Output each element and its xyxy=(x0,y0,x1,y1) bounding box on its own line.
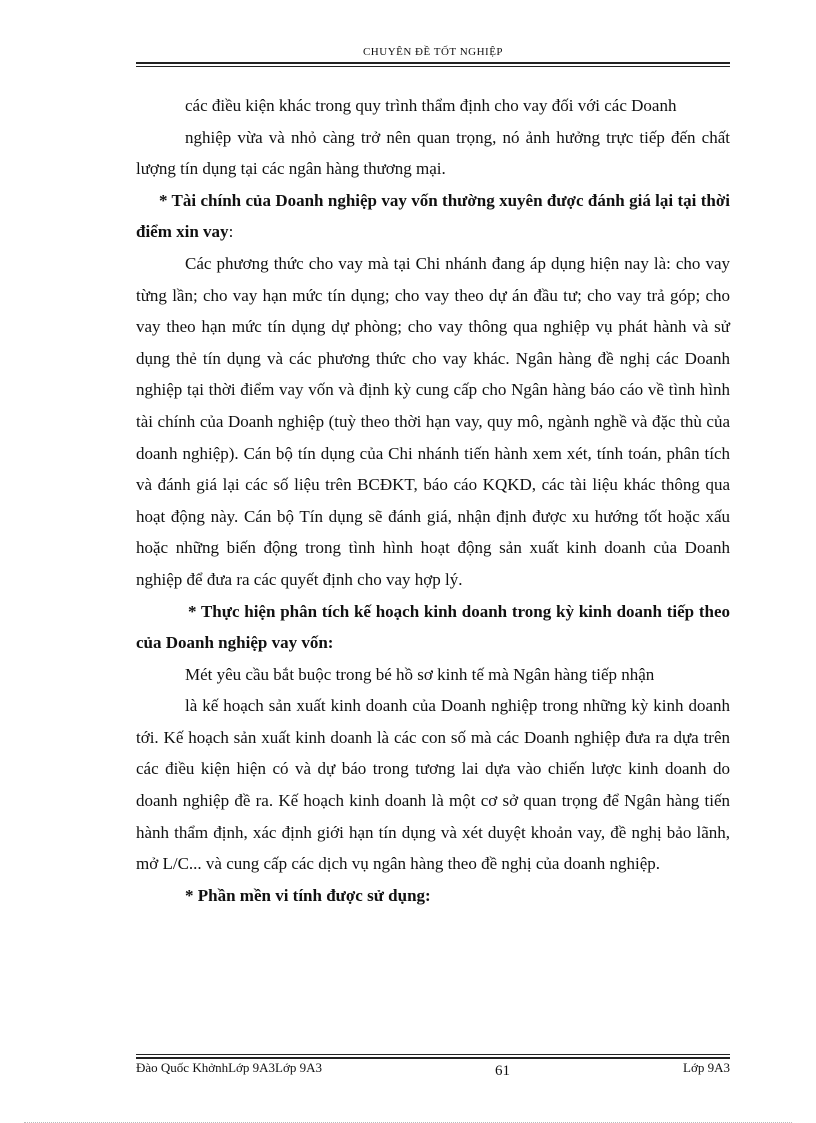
page-number: 61 xyxy=(495,1063,511,1079)
heading-financial-review: * Tài chính của Doanh nghiệp vay vốn thường xuyên được đánh giá lại tại thời điểm xin vay: xyxy=(136,190,730,242)
paragraph-3-line-1: Mét yêu cầu bắt buộc trong bé hồ sơ kinh tế mà Ngân hàng tiếp nhận xyxy=(185,664,655,684)
page-header-title: CHUYÊN ĐỀ TỐT NGHIỆP xyxy=(362,46,504,58)
paragraph-loan-methods: Các phương thức cho vay mà tại Chi nhánh đang áp dụng hiện nay là: cho vay từng lần; cho vay hạn mức tín dụng; cho vay theo dự án đầu tư; cho vay trả góp; cho vay theo hạn mức tín dụng dự phòng; cho vay thông qua nghiệp vụ phát hành và sử dụng thẻ tín dụng và các phương thức cho vay khác. Ngân hàng đề nghị các Doanh nghiệp tại thời điểm vay vốn và định kỳ cung cấp cho Ngân hàng báo cáo về tình hình tài chính của Doanh nghiệp (tuỳ theo thời hạn vay, quy mô, ngành nghề và đặc thù của doanh nghiệp). Cán bộ tín dụng của Chi nhánh tiến hành xem xét, tính toán, phân tích và đánh giá lại các số liệu trên BCĐKT, báo cáo KQKD, các tài liệu khác thông qua hoạt động này. Cán bộ Tín dụng sẽ đánh giá, nhận định được xu hướng tốt hoặc xấu hoặc những biến động trong tình hình hoạt động sản xuất kinh doanh của Doanh nghiệp để đưa ra các quyết định cho vay hợp lý. xyxy=(136,253,730,589)
paragraph-3-rest: là kế hoạch sản xuất kinh doanh của Doanh nghiệp trong những kỳ kinh doanh tới. Kế hoạch sản xuất kinh doanh là các con số mà các Doanh nghiệp đưa ra dựa trên các điều kiện hiện có và dự báo trong tương lai dựa vào chiến lược kinh doanh do doanh nghiệp đề ra. Kế hoạch kinh doanh là một cơ sở quan trọng để Ngân hàng tiến hành thẩm định, xác định giới hạn tín dụng và xét duyệt khoản vay, đề nghị bảo lãnh, mở L/C... và cung cấp các dịch vụ ngân hàng theo đề nghị của doanh nghiệp. xyxy=(136,696,730,874)
heading-business-plan: * Thực hiện phân tích kế hoạch kinh doanh trong kỳ kinh doanh tiếp theo của Doanh nghiệp vay vốn: xyxy=(136,601,730,653)
footer-author: Đào Quốc KhởnhLớp 9A3Lớp 9A3 xyxy=(136,1060,322,1075)
header-rule-thin xyxy=(136,66,730,67)
page-footer xyxy=(136,1060,730,1080)
paragraph-1-line-1: các điều kiện khác trong quy trình thẩm định cho vay đối với các Doanh xyxy=(185,96,677,115)
footer-rule-thin xyxy=(136,1054,730,1055)
heading-software: * Phần mền vi tính được sử dụng: xyxy=(185,885,431,905)
footer-class-label: Lớp 9A3 xyxy=(683,1060,730,1075)
paragraph-1-line-2: nghiệp vừa và nhỏ càng trở nên quan trọng, nó ảnh hưởng trực tiếp đến chất lượng tín dụng tại các ngân hàng thương mại. xyxy=(136,127,730,179)
document-body xyxy=(136,90,730,911)
footer-rule-thick xyxy=(136,1057,730,1059)
header-rule-thick xyxy=(136,62,730,64)
